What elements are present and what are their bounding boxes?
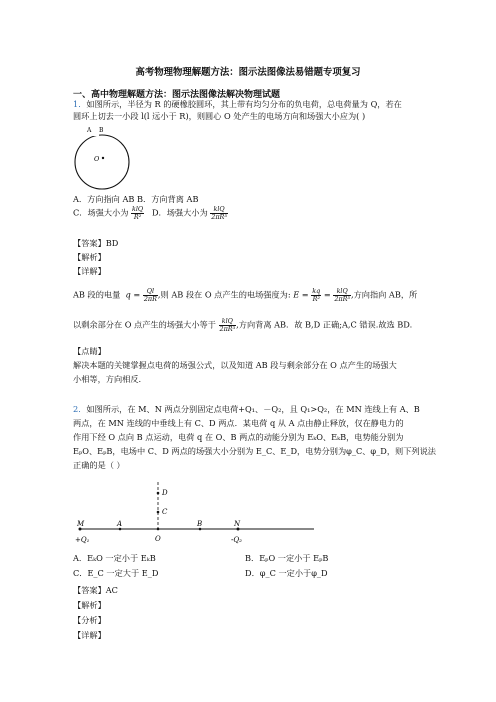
frac-den: 2πR³ <box>219 325 236 333</box>
frac-num: kq <box>312 287 321 295</box>
frac-den: 2πR <box>143 295 157 303</box>
q1-stem-line1 <box>73 99 402 110</box>
q1-opt-c-fraction <box>131 206 144 221</box>
frac-num: Ql <box>146 287 155 295</box>
frac-den: 2πR³ <box>211 213 227 221</box>
q2-option-a: A．EₖO 一定小于 EₖB <box>73 553 156 563</box>
label-q2: -Q₂ <box>231 536 242 544</box>
fig-label-a: A <box>87 127 92 134</box>
exp-text: ,方向指向 AB，所 <box>350 289 418 300</box>
q2-stem-line4: EₚO、EₚB，电场中 C、D 两点的场强大小分别为 E_C、E_D，电势分别为φ_C、φ_D，则下列说法 <box>73 446 436 456</box>
q2-stem-line3: 作用下经 O 点向 B 点运动，电荷 q 在 O、B 两点的动能分别为 EₖO、EₖB，电势能分别为 <box>73 432 404 442</box>
frac-num: klQ <box>336 287 348 295</box>
ring-figure <box>72 123 134 191</box>
exp-e-symbol: E = <box>293 289 309 300</box>
q1-number: 1． <box>73 99 87 109</box>
q1-options-cd <box>73 206 228 221</box>
q1-stem-line2: 圆环上切去一小段 l(l 远小于 R)，则圆心 O 处产生的电场方向和场强大小应为( ) <box>73 111 366 121</box>
q2-stem-line5: 正确的是（ ） <box>73 460 125 470</box>
q2-answer: 【答案】AC <box>73 585 118 595</box>
label-o: O <box>155 535 161 543</box>
exp-text: ,则 AB 段在 O 点产生的电场强度为: <box>157 289 291 300</box>
fig-label-b: B <box>99 127 104 134</box>
q1-detail-tag: 【详解】 <box>73 266 106 276</box>
q1-comment-line2: 小相等，方向相反. <box>73 374 142 384</box>
q2-option-d: D．φ_C 一定小于φ_D <box>245 568 328 578</box>
exp-equals: = <box>323 289 331 300</box>
q1-opt-d-fraction <box>210 206 228 221</box>
label-c: C <box>162 508 168 516</box>
exp-e-fraction-1 <box>311 288 321 303</box>
center-dot <box>102 157 104 159</box>
exp-remaining-fraction <box>219 318 237 333</box>
q1-options-ab: A．方向指向 AB B．方向背离 AB <box>73 194 199 204</box>
label-n: N <box>234 520 241 528</box>
frac-num: klQ <box>213 205 225 213</box>
exp-q-symbol: q = <box>125 289 141 300</box>
q1-opt-c: C．场强大小为 <box>73 207 129 218</box>
q1-text1: 如图所示，半径为 R 的硬橡胶圆环，其上带有均匀分布的负电荷，总电荷量为 Q，若在 <box>86 99 402 109</box>
exp-text: ,方向背离 AB．故 B,D 正确;A,C 错误.故选 BD. <box>236 319 413 330</box>
q2-analysis-tag: 【解析】 <box>73 600 106 610</box>
frac-num: klQ <box>132 205 144 213</box>
q2-fenxi-tag: 【分析】 <box>73 615 106 625</box>
q1-comment-tag: 【点睛】 <box>73 346 106 356</box>
label-q1: +Q₁ <box>75 536 90 544</box>
q2-option-b: B．EₚO 一定小于 EₚB <box>245 553 329 563</box>
q1-opt-d: D．场强大小为 <box>151 207 208 218</box>
q2-stem-line2: 两点，在 MN 连线的中垂线上有 C、D 两点．某电荷 q 从 A 点由静止释放，仅在静电力的 <box>73 418 404 428</box>
q1-answer: 【答案】BD <box>73 238 119 248</box>
q2-text1: 如图所示，在 M、N 两点分别固定点电荷+Q₁、－Q₂，且 Q₁>Q₂，在 MN 连线上有 A、B <box>86 404 420 414</box>
label-a: A <box>117 520 123 528</box>
label-m: M <box>77 520 85 528</box>
label-d: D <box>162 489 168 497</box>
q1-explanation-line2 <box>73 318 412 333</box>
q1-explanation-line1 <box>73 288 417 303</box>
exp-q-fraction <box>143 288 158 303</box>
frac-den: 2πR³ <box>334 295 350 303</box>
fig-label-o: O <box>94 155 100 163</box>
q1-comment-line1: 解决本题的关键掌握点电荷的场强公式，以及知道 AB 段与剩余部分在 O 点产生的场强大 <box>73 360 397 370</box>
q2-number: 2． <box>73 404 87 414</box>
frac-den: R² <box>131 213 144 221</box>
charges-figure <box>74 478 314 550</box>
q2-stem-line1 <box>73 404 420 415</box>
frac-num: klQ <box>221 317 233 325</box>
page-title: 高考物理物理解题方法：图示法图像法易错题专项复习 <box>135 67 361 78</box>
q1-analysis-tag: 【解析】 <box>73 252 106 262</box>
exp-e-fraction-2 <box>333 288 351 303</box>
label-b: B <box>197 520 203 528</box>
exp-text: 以剩余部分在 O 点产生的场强大小等于 <box>73 319 216 330</box>
exp-text: AB 段的电量 <box>73 289 121 300</box>
q2-option-c: C．E_C 一定大于 E_D <box>73 568 159 578</box>
frac-den: R² <box>312 295 320 303</box>
q2-detail-tag: 【详解】 <box>73 630 106 640</box>
section-heading: 一、高中物理解题方法：图示法图像法解决物理试题 <box>73 90 281 100</box>
